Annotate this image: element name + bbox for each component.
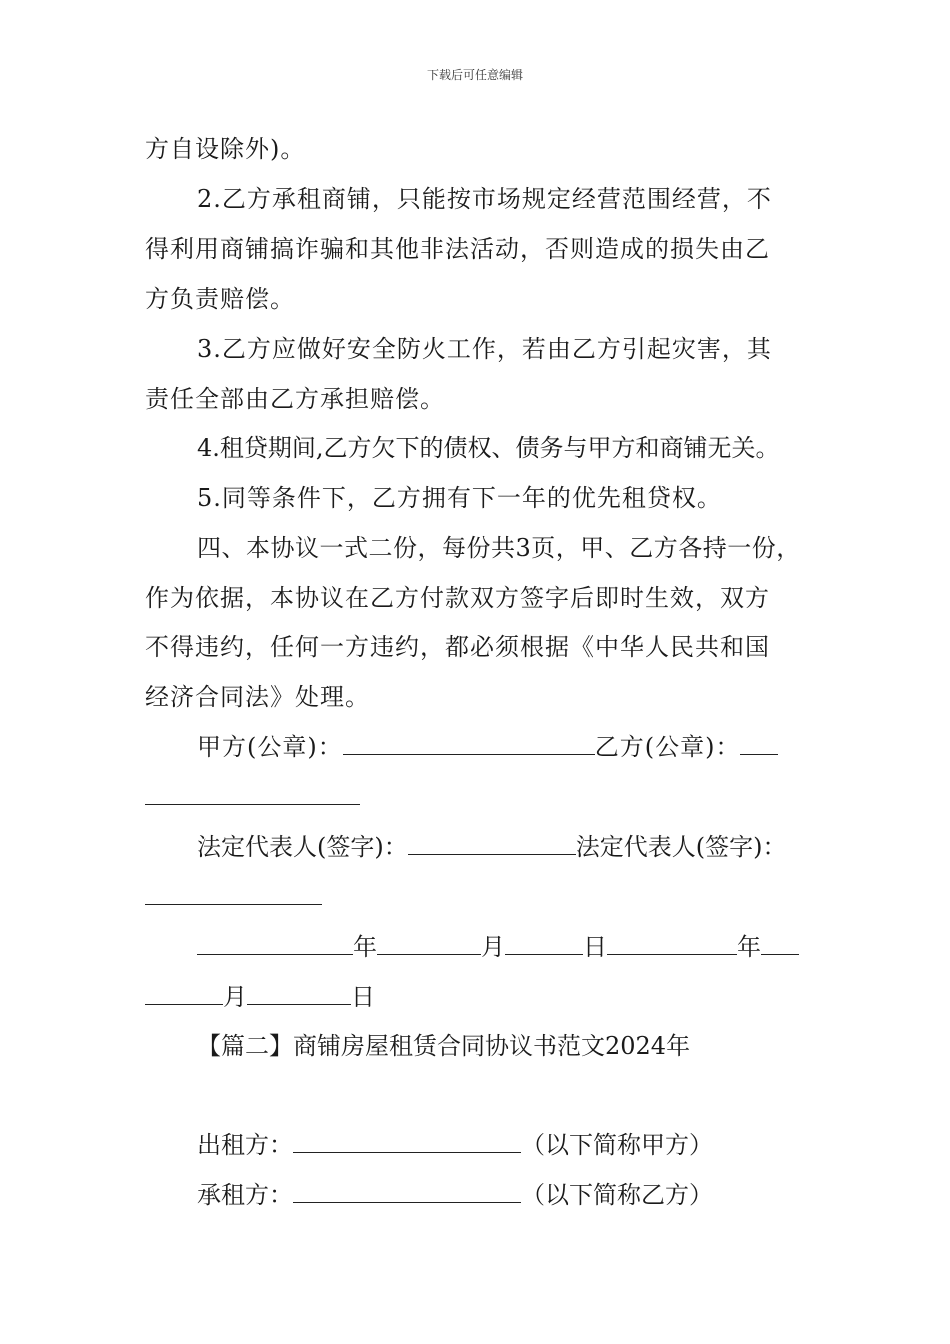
lessor-blank[interactable]	[293, 1130, 521, 1153]
rep-line	[197, 832, 786, 862]
year-b-label: 年	[737, 933, 761, 961]
month-b-blank-cont[interactable]	[145, 982, 223, 1005]
month-b-label: 月	[223, 983, 247, 1011]
day-b-label: 日	[351, 983, 375, 1011]
text-line: 不得违约，任何一方违约，都必须根据《中华人民共和国	[145, 633, 770, 661]
page-header: 下载后可任意编辑	[426, 68, 523, 82]
party-a-seal-blank[interactable]	[343, 732, 595, 755]
lessee-line	[197, 1180, 713, 1210]
rep-a-label: 法定代表人(签字)：	[197, 833, 408, 861]
lessee-note: （以下简称乙方）	[521, 1181, 713, 1209]
text-line: 方自设除外)。	[145, 135, 306, 163]
text-line: 责任全部由乙方承担赔偿。	[145, 385, 445, 413]
day-a-blank[interactable]	[505, 932, 583, 955]
rep-b-label: 法定代表人(签字)：	[575, 833, 787, 861]
lessor-line	[197, 1130, 713, 1160]
lessor-label: 出租方：	[197, 1131, 293, 1159]
rep-a-blank[interactable]	[408, 832, 576, 855]
text-line: 方负责赔偿。	[145, 285, 295, 313]
clause-5: 5.同等条件下，乙方拥有下一年的优先租贷权。	[197, 484, 722, 512]
year-b-blank[interactable]	[607, 932, 737, 955]
clause-3: 3.乙方应做好安全防火工作，若由乙方引起灾害，其	[197, 335, 772, 363]
month-b-blank[interactable]	[761, 932, 799, 955]
text-line: 经济合同法》处理。	[145, 683, 370, 711]
year-a-blank[interactable]	[197, 932, 353, 955]
day-b-blank[interactable]	[247, 982, 351, 1005]
rep-b-blank[interactable]	[145, 882, 322, 905]
clause-4: 4.租贷期间,乙方欠下的债权、债务与甲方和商铺无关。	[197, 434, 780, 462]
date-line	[197, 932, 799, 962]
section-4: 四、本协议一式二份，每份共3页，甲、乙方各持一份，	[197, 534, 801, 562]
party-b-seal-blank[interactable]	[740, 732, 778, 755]
party-a-seal-label: 甲方(公章)：	[197, 733, 343, 761]
lessee-label: 承租方：	[197, 1181, 293, 1209]
section-2-title: 【篇二】商铺房屋租赁合同协议书范文2024年	[197, 1032, 691, 1060]
seal-line-cont	[145, 782, 360, 812]
clause-2: 2.乙方承租商铺，只能按市场规定经营范围经营，不	[197, 185, 772, 213]
rep-line-cont	[145, 882, 322, 912]
month-a-label: 月	[481, 933, 505, 961]
text-line: 作为依据，本协议在乙方付款双方签字后即时生效，双方	[145, 584, 770, 612]
text-line: 得利用商铺搞诈骗和其他非法活动，否则造成的损失由乙	[145, 235, 770, 263]
month-a-blank[interactable]	[377, 932, 481, 955]
date-line-cont	[145, 982, 375, 1012]
lessor-note: （以下简称甲方）	[521, 1131, 713, 1159]
party-b-seal-label: 乙方(公章)：	[594, 733, 741, 761]
year-a-label: 年	[353, 933, 377, 961]
lessee-blank[interactable]	[293, 1180, 521, 1203]
day-a-label: 日	[583, 933, 607, 961]
party-b-seal-blank-cont[interactable]	[145, 782, 360, 805]
seal-line	[197, 732, 778, 762]
